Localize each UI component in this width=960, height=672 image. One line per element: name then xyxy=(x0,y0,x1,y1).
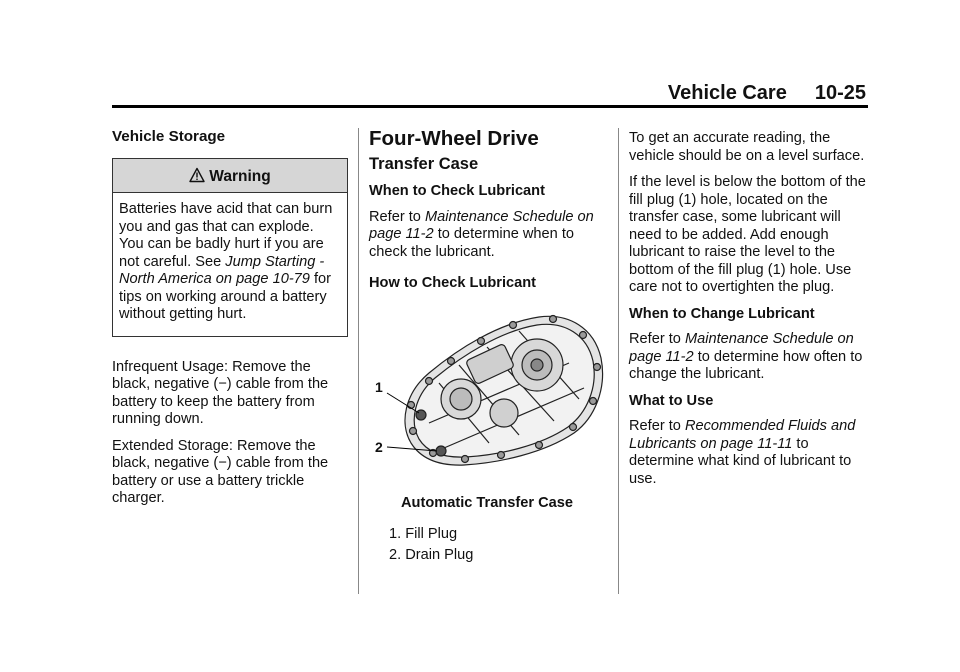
section-title: Vehicle Care xyxy=(667,82,787,104)
heading-when-to-change: When to Change Lubricant xyxy=(629,305,815,322)
warning-body xyxy=(113,193,347,336)
list-item: 1. Fill Plug xyxy=(389,526,458,542)
para-level-below: If the level is below the bottom of the fill plug (1) hole, located on the transfer case, some lubricant will need to be added. Add enough lubricant to raise the level to the bottom of the fill plug (1) hole. Use care not to overtighten the plug. xyxy=(629,174,866,295)
text-part: Refer to xyxy=(369,208,425,225)
transfer-case-illustration xyxy=(369,303,605,483)
heading-when-to-check: When to Check Lubricant xyxy=(369,183,545,199)
figure-caption: Automatic Transfer Case xyxy=(401,494,573,511)
para-what-to-use xyxy=(629,418,869,488)
heading-transfer-case: Transfer Case xyxy=(369,154,479,173)
callout-drain-plug: 2 xyxy=(375,438,383,455)
para-extended-storage: Extended Storage: Remove the black, negative (−) cable from the battery or use a battery trickle charger. xyxy=(112,437,329,506)
warning-box xyxy=(112,158,348,337)
heading-four-wheel-drive: Four-Wheel Drive xyxy=(369,127,539,150)
warning-header xyxy=(113,159,347,194)
callout-fill-plug: 1 xyxy=(375,378,383,395)
page-number: 10-25 xyxy=(814,82,866,104)
header-rule xyxy=(112,105,868,108)
warning-triangle-icon xyxy=(189,167,205,183)
column-lubricant-info xyxy=(629,130,869,497)
para-when-to-change xyxy=(629,331,869,384)
text-part: to determine what kind of lubricant to use. xyxy=(629,435,852,487)
heading-vehicle-storage: Vehicle Storage xyxy=(112,128,226,145)
text-part: to determine how often to change the lubricant. xyxy=(629,348,863,382)
warning-text-part: for tips on working around a battery without getting hurt. xyxy=(119,271,332,322)
list-item: 2. Drain Plug xyxy=(389,546,474,563)
text-part: Refer to xyxy=(629,331,685,347)
link-maintenance-schedule[interactable]: Maintenance Schedule on page 11-2 xyxy=(369,208,594,242)
heading-how-to-check: How to Check Lubricant xyxy=(369,275,537,291)
column-divider xyxy=(618,128,619,594)
text-part: to determine when to check the lubricant. xyxy=(369,226,574,260)
warning-text-part: Batteries have acid that can burn you and gas that can explode. You can be badly hurt if you are not careful. See xyxy=(119,201,333,270)
page-header xyxy=(668,82,866,105)
para-when-to-check xyxy=(369,209,605,262)
link-recommended-fluids[interactable]: Recommended Fluids and Lubricants on page 11-11 xyxy=(629,418,856,452)
para-accurate-reading: To get an accurate reading, the vehicle should be on a level surface. xyxy=(629,130,865,164)
warning-title: Warning xyxy=(209,167,271,185)
para-infrequent-usage: Infrequent Usage: Remove the black, negative (−) cable from the battery to keep the battery from running down. xyxy=(112,358,329,427)
heading-what-to-use: What to Use xyxy=(629,392,714,409)
warning-text xyxy=(119,201,341,324)
column-four-wheel-drive xyxy=(369,127,605,567)
link-jump-starting[interactable]: Jump Starting - North America on page 10-79 xyxy=(119,253,325,287)
column-divider xyxy=(358,128,359,594)
transfer-case-figure xyxy=(369,303,605,483)
link-maintenance-schedule[interactable]: Maintenance Schedule on page 11-2 xyxy=(629,331,854,365)
parts-list xyxy=(389,526,605,564)
text-part: Refer to xyxy=(629,418,685,434)
column-vehicle-storage xyxy=(112,128,348,517)
